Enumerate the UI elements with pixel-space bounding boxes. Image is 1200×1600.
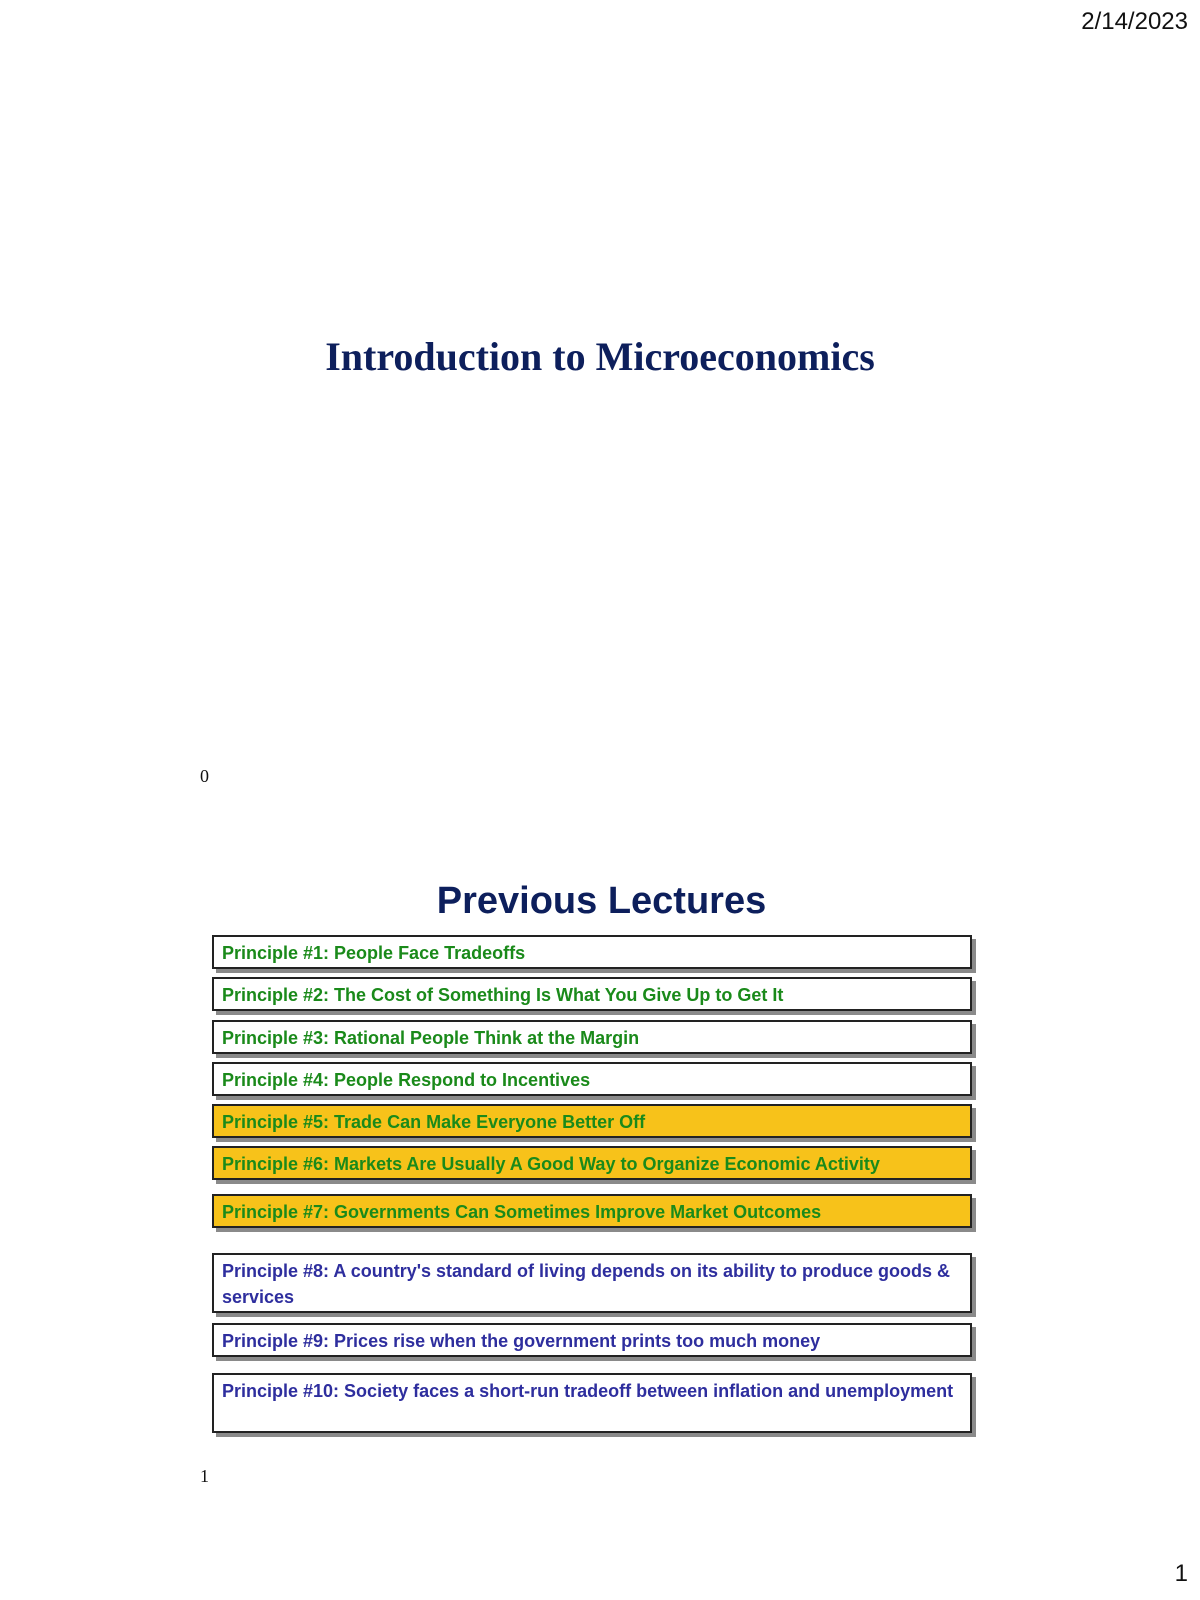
- header-date: 2/14/2023: [1081, 8, 1188, 35]
- principle-5-box: Principle #5: Trade Can Make Everyone Better Off: [212, 1104, 972, 1138]
- principle-6-box: Principle #6: Markets Are Usually A Good Way to Organize Economic Activity: [212, 1146, 972, 1180]
- principle-7-box: Principle #7: Governments Can Sometimes Improve Market Outcomes: [212, 1194, 972, 1228]
- principle-2-box: Principle #2: The Cost of Something Is What You Give Up to Get It: [212, 977, 972, 1011]
- principle-1-box: Principle #1: People Face Tradeoffs: [212, 935, 972, 969]
- principle-9-box: Principle #9: Prices rise when the government prints too much money: [212, 1323, 972, 1357]
- principle-3-box: Principle #3: Rational People Think at the Margin: [212, 1020, 972, 1054]
- slide-title-previous-lectures: Previous Lectures: [436, 880, 767, 922]
- slide-title-intro: Introduction to Microeconomics: [325, 334, 875, 379]
- principle-4-box: Principle #4: People Respond to Incentives: [212, 1062, 972, 1096]
- page-number: 1: [1174, 1560, 1188, 1587]
- principle-8-box: Principle #8: A country's standard of living depends on its ability to produce goods & services: [212, 1253, 972, 1313]
- slide-number-1: 1: [200, 1466, 209, 1486]
- slide-number-0: 0: [200, 766, 209, 786]
- principle-10-box: Principle #10: Society faces a short-run tradeoff between inflation and unemployment: [212, 1373, 972, 1433]
